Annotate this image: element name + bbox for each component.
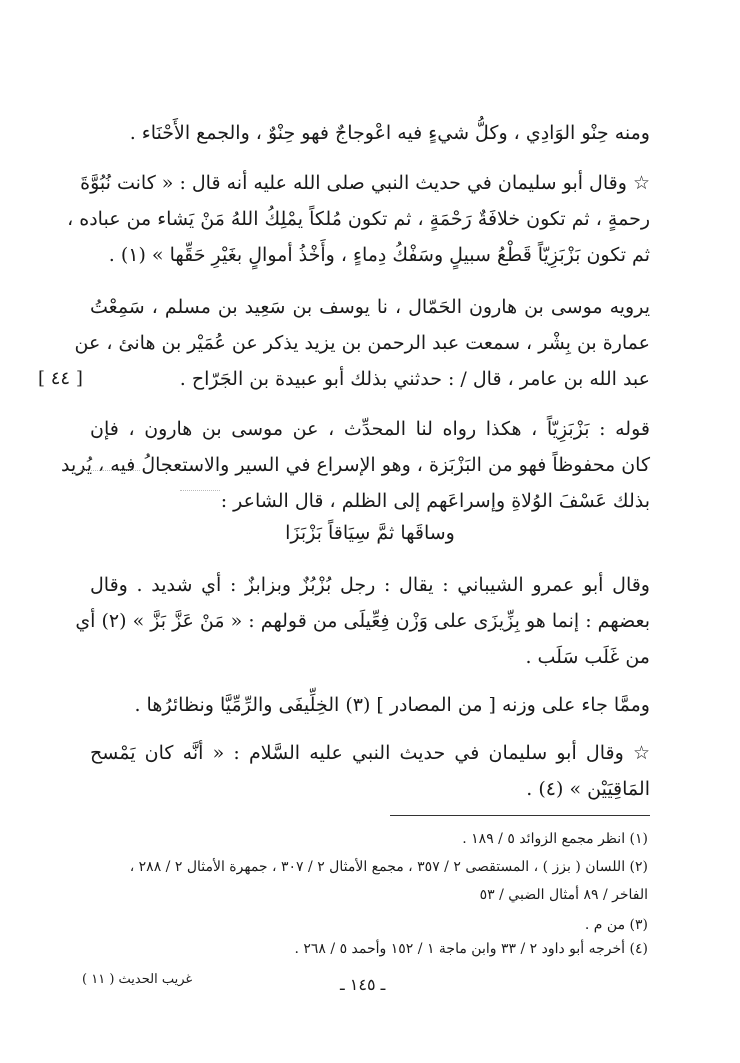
paragraph-4-line-3: بذلك عَسْفَ الوُلاةِ وإسراعَهم إلى الظلم ، قال الشاعر : bbox=[220, 490, 650, 512]
page-number: ـ ١٤٥ ـ bbox=[340, 975, 386, 994]
verse: وساقَها ثمَّ سِيَاقاً بَزْبَزَا bbox=[285, 522, 455, 544]
footnote-4: (٤) أخرجه أبو داود ٢ / ٣٣ وابن ماجة ١ / ١٥٢ وأحمد ٥ / ٢٦٨ . bbox=[294, 941, 648, 957]
paragraph-1-line-1: ومنه حِنْو الوَادِي ، وكلُّ شيءٍ فيه اعْوجاجٌ فهو حِنْوٌ ، والجمع الأَحْنَاء . bbox=[129, 122, 650, 144]
paragraph-2-line-1: ☆ وقال أبو سليمان في حديث النبي صلى الله عليه أنه قال : « كانت نُبُوَّةَ bbox=[80, 172, 650, 194]
margin-page-reference: [ ٤٤ ] bbox=[38, 368, 83, 389]
paragraph-7-line-2: المَاقِيَيْن » (٤) . bbox=[526, 778, 650, 800]
paragraph-3-line-2: عمارة بن بِشْر ، سمعت عبد الرحمن بن يزيد يذكر عن عُمَيْر بن هانئ ، عن bbox=[74, 332, 650, 354]
footnote-1: (١) انظر مجمع الزوائد ٥ / ١٨٩ . bbox=[462, 831, 648, 847]
scan-speck bbox=[180, 490, 220, 492]
paragraph-5-line-3: من غَلَب سَلَب . bbox=[525, 646, 650, 668]
paragraph-4-line-1: قوله : بَزْبَزِيّاً ، هكذا رواه لنا المحدِّث ، عن موسى بن هارون ، فإن bbox=[90, 418, 650, 440]
paragraph-5-line-1: وقال أبو عمرو الشيباني : يقال : رجل بُزْبُزٌ وبزابزٌ : أي شديد . وقال bbox=[90, 574, 650, 596]
footnote-3: (٣) من م . bbox=[584, 917, 648, 933]
scan-speck bbox=[80, 470, 140, 472]
paragraph-4-line-2: كان محفوظاً فهو من البَزْبَزة ، وهو الإسراع في السير والاستعجالُ فيه ، يُريد bbox=[61, 454, 650, 476]
footnote-2-continued: الفاخر / ٨٩ أمثال الضبي / ٥٣ bbox=[479, 887, 648, 903]
paragraph-6-line-1: وممَّا جاء على وزنه [ من المصادر ] (٣) الخِلِّيفَى والرِّمِّيَّا ونظائرُها . bbox=[134, 694, 650, 716]
paragraph-2-line-3: ثم تكون بَزْبَزِيّاً قَطْعُ سبيلٍ وسَفْكُ دِماءٍ ، وأَخْذُ أموالٍ بغَيْرِ حَقِّها » (١) . bbox=[108, 244, 650, 266]
paragraph-3-line-3: عبد الله بن عامر ، قال / : حدثني بذلك أبو عبيدة بن الجَرّاح . bbox=[179, 368, 650, 390]
paragraph-3-line-1: يرويه موسى بن هارون الحَمّال ، نا يوسف بن سَعِيد بن مسلم ، سَمِعْتُ bbox=[90, 296, 650, 318]
paragraph-7-line-1: ☆ وقال أبو سليمان في حديث النبي عليه السَّلام : « أنَّه كان يَمْسح bbox=[90, 742, 650, 764]
footnote-separator bbox=[390, 815, 650, 816]
paragraph-2-line-2: رحمةٍ ، ثم تكون خلافَةٌ رَحْمَةٍ ، ثم تكون مُلكاً يمْلِكُ اللهُ مَنْ يَشاء من عباده ، bbox=[67, 208, 650, 230]
footnote-2: (٢) اللسان ( بزز ) ، المستقصى ٢ / ٣٥٧ ، مجمع الأمثال ٢ / ٣٠٧ ، جمهرة الأمثال ٢ / ٢٨٨ ، bbox=[129, 859, 648, 875]
running-footer-title: غريب الحديث ( ١١ ) bbox=[82, 972, 193, 987]
paragraph-5-line-2: بعضهم : إنما هو بِزِّيزَى على وَزْن فِعِّيلَى من قولهم : « مَنْ عَزَّ بَزَّ » (٢) أي bbox=[75, 610, 650, 632]
